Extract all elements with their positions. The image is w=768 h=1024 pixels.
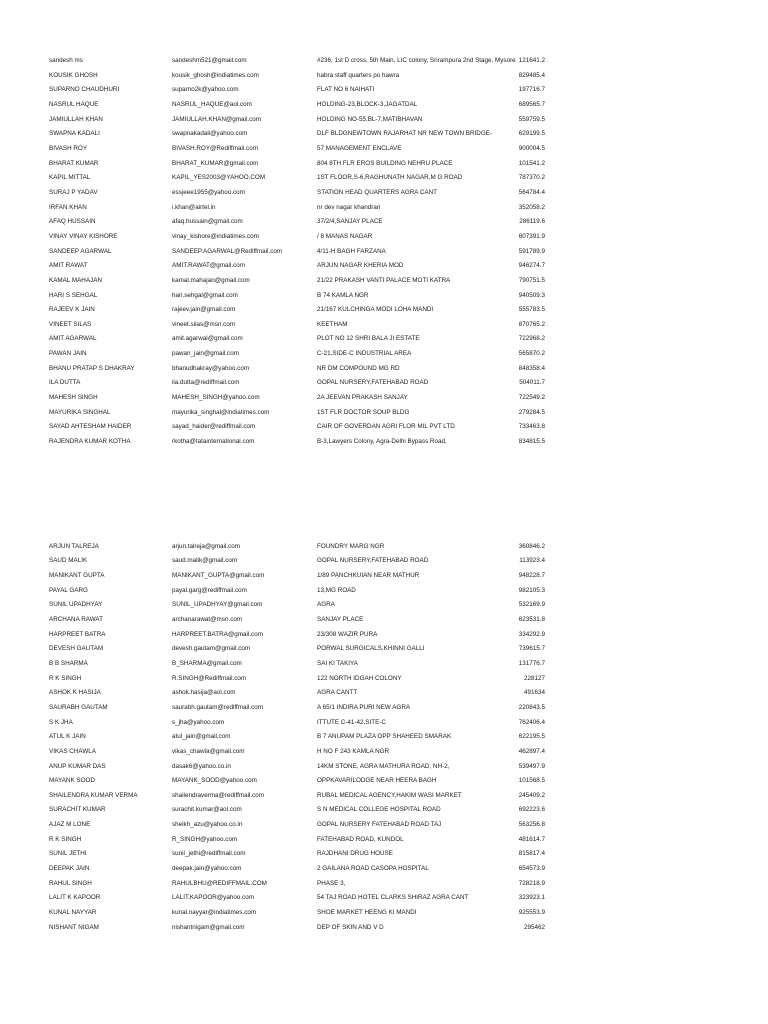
contact-name: AMIT RAWAT xyxy=(49,262,88,270)
contact-address: KEETHAM xyxy=(317,320,348,328)
contact-name: ARJUN TALREJA xyxy=(49,542,99,550)
contact-number: 279284.5 xyxy=(518,408,545,416)
contact-address: GOPAL NURSERY,FATEHABAD ROAD xyxy=(317,379,429,387)
contact-name: SHAILENDRA KUMAR VERMA xyxy=(49,791,138,799)
contact-name: SURAJ P YADAV xyxy=(49,188,98,196)
contact-name: ATUL K JAIN xyxy=(49,733,86,741)
contact-email: rkotha@tatainternational.com xyxy=(172,438,255,446)
table-row xyxy=(0,126,768,141)
contact-address: 804 8TH FLR EROS BUILDING NEHRU PLACE xyxy=(317,159,453,167)
contact-address: B-3,Lawyers Colony, Agra-Delhi Bypass Road, xyxy=(317,438,447,446)
contact-address: NR DM COMPOUND MG RD xyxy=(317,364,400,372)
contact-email: sandeshm521@gmail.com xyxy=(172,57,247,64)
contact-number: 591789.9 xyxy=(518,247,545,255)
table-row xyxy=(0,170,768,185)
contact-email: essjeee1955@yahoo.com xyxy=(172,188,245,196)
contact-name: BIVASH ROY xyxy=(49,144,88,152)
table-row xyxy=(0,433,768,448)
contact-number: 654573.9 xyxy=(518,865,545,873)
contact-email: surachit.kumar@aol.com xyxy=(172,806,242,814)
contact-email: suparno2k@yahoo.com xyxy=(172,86,239,94)
table-row xyxy=(0,228,768,243)
contact-name: PAYAL GARG xyxy=(49,586,88,594)
contact-name: KUNAL NAYYAR xyxy=(49,909,97,917)
table-row xyxy=(0,597,768,612)
contact-address: HOLDING NO-55,BL-7,MATIBHAVAN xyxy=(317,115,423,123)
contact-email: devesh.gautam@gmail.com xyxy=(172,645,251,653)
table-row xyxy=(0,699,768,714)
contact-email: MAHESH_SINGH@yahoo.com xyxy=(172,394,260,402)
contact-email: BIVASH.ROY@Rediffmail.com xyxy=(172,144,258,152)
contact-number: 101568.5 xyxy=(518,777,545,785)
table-row xyxy=(0,389,768,404)
contact-name: BHARAT KUMAR xyxy=(49,159,99,167)
contact-address: S N MEDICAL COLLEGE HOSPITAL ROAD xyxy=(317,806,441,814)
contact-name: KOUSIK GHOSH xyxy=(49,71,98,79)
contact-name: SAUD MALIK xyxy=(49,557,88,565)
contact-email: SANDEEP.AGARWAL@Rediffmail.com xyxy=(172,247,283,255)
contact-address: RAJDHANI DRUG HOUSE xyxy=(317,850,393,858)
contact-address: habra staff quarters po hawra xyxy=(317,71,400,79)
table-row xyxy=(0,184,768,199)
table-row xyxy=(0,316,768,331)
contact-email: saud.malik@gmail.com xyxy=(172,557,238,565)
contact-email: ila.dutta@rediffmail.com xyxy=(172,379,240,387)
contact-name: SUPARNO CHAUDHURI xyxy=(49,86,120,94)
contact-number: 787370.2 xyxy=(518,174,545,182)
table-row xyxy=(0,345,768,360)
contact-email: RAHULBHU@REDIFFMAIL.COM xyxy=(172,879,267,887)
contact-number: 739615.7 xyxy=(518,645,545,653)
table-row xyxy=(0,758,768,773)
table-row xyxy=(0,199,768,214)
contact-address: DLF BLDGNEWTOWN RAJARHAT NR NEW TOWN BRIDGE- xyxy=(317,130,493,138)
contact-name: SUNIL JETHI xyxy=(49,850,87,858)
contact-name: sandesh ms xyxy=(49,57,83,64)
contact-number: 722968.2 xyxy=(518,335,545,343)
contact-address: RUBAL MEDICAL AGENCY,HAKIM WASI MARKET xyxy=(317,791,462,799)
table-row xyxy=(0,111,768,126)
table-row xyxy=(0,831,768,846)
contact-email: saurabh.gautam@rediffmail.com xyxy=(172,703,263,711)
contact-email: dasak6@yahoo.co.in xyxy=(172,762,231,770)
contact-email: afaq.hussain@gmail.com xyxy=(172,218,243,226)
contact-email: R.SINGH@Rediffmail.com xyxy=(172,674,247,682)
table-row xyxy=(0,140,768,155)
contact-number: 295462 xyxy=(523,923,545,931)
contact-email: archanarawat@msn.com xyxy=(172,615,243,623)
contact-email: KAPIL_YES2003@YAHOO.COM xyxy=(172,174,266,182)
contact-email: sunil_jethi@rediffmail.com xyxy=(172,850,246,858)
contact-number: 131776.7 xyxy=(518,659,545,667)
table-row xyxy=(0,611,768,626)
contact-name: HARPREET BATRA xyxy=(49,630,106,638)
contact-name: MANIKANT GUPTA xyxy=(49,571,105,579)
contact-name: ARCHANA RAWAT xyxy=(49,615,103,623)
table-row xyxy=(0,685,768,700)
contact-number: 870765.2 xyxy=(518,320,545,328)
contact-address: H NO F 243 KAMLA NGR xyxy=(317,747,390,755)
contact-number: 481614.7 xyxy=(518,835,545,843)
table-row xyxy=(0,82,768,97)
table-row xyxy=(0,419,768,434)
table-row xyxy=(0,553,768,568)
contact-email: vikas_chawla@gmail.com xyxy=(172,747,245,755)
contact-email: arjun.talreja@gmail.com xyxy=(172,542,240,550)
contact-name: SUNIL UPADHYAY xyxy=(49,601,103,609)
contact-email: pawan_jain@gmail.com xyxy=(172,350,239,358)
contact-address: nr dev nagar khandrari xyxy=(317,203,381,211)
contact-number: 559759.5 xyxy=(518,115,545,123)
contact-name: AMIT AGARWAL xyxy=(49,335,97,343)
contact-number: 532169.9 xyxy=(518,601,545,609)
contact-address: OPPKAVARILODGE NEAR HEERA BAGH xyxy=(317,777,437,785)
contact-address: CAIR OF GOVERDAN AGRI FLOR MIL PVT LTD xyxy=(317,423,455,431)
contact-name: MAYURIKA SINGHAL xyxy=(49,408,111,416)
contact-address: AGRA CANTT xyxy=(317,689,358,697)
contact-email: SUNIL_UPADHYAY@gmail.com xyxy=(172,601,263,609)
table-row xyxy=(0,360,768,375)
contact-address: SANJAY PLACE xyxy=(317,615,364,623)
contact-address: / 8 MANAS NAGAR xyxy=(317,232,373,240)
contact-address: PHASE 3, xyxy=(317,879,346,887)
contact-email: R_SINGH@yahoo.com xyxy=(172,835,238,843)
contact-address: B 7 ANUPAM PLAZA OPP SHAHEED SMARAK xyxy=(317,733,452,741)
contact-number: 834815.5 xyxy=(518,438,545,446)
contact-address: #236, 1st D cross, 5th Main, LIC colony, Srirampura 2nd Stage, Mysore xyxy=(317,57,516,64)
contact-email: JAMIULLAH.KHAN@gmail.com xyxy=(172,115,261,123)
contact-email: NASRUL_HAQUE@aol.com xyxy=(172,100,252,108)
contact-number: 113923.4 xyxy=(519,557,545,565)
contact-name: NASRUL HAQUE xyxy=(49,100,99,108)
contact-email: rajeev.jain@gmail.com xyxy=(172,306,236,314)
contact-name: KAPIL MITTAL xyxy=(49,174,91,182)
contact-email: AMIT.RAWAT@gmail.com xyxy=(172,262,245,270)
contact-name: AJAZ M LONE xyxy=(49,821,91,829)
table-row xyxy=(0,243,768,258)
contact-number: 607391.9 xyxy=(518,232,545,240)
contact-email: nishantnigam@gmail.com xyxy=(172,923,245,931)
contact-address: 2A JEEVAN PRAKASH SANJAY xyxy=(317,394,408,402)
contact-name: PAWAN JAIN xyxy=(49,350,87,358)
contact-email: atul_jain@gmail.com xyxy=(172,733,231,741)
table-row xyxy=(0,846,768,861)
contact-email: BHARAT_KUMAR@gmail.com xyxy=(172,159,259,167)
contact-name: DEVESH GAUTAM xyxy=(49,645,104,653)
contact-name: VIKAS CHAWLA xyxy=(49,747,97,755)
contact-number: 121641.2 xyxy=(518,57,545,64)
contact-number: 228127 xyxy=(523,674,545,682)
contact-email: deepak.jain@yahoo.com xyxy=(172,865,242,873)
contact-number: 334292.9 xyxy=(518,630,545,638)
contact-address: 54 TAJ ROAD HOTEL CLARKS SHIRAZ AGRA CANT xyxy=(317,894,469,902)
contact-name: R K SINGH xyxy=(49,835,82,843)
table-row xyxy=(0,582,768,597)
contact-address: 21/167 KULCHINGA MODI LOHA MANDI xyxy=(317,306,434,314)
contact-email: MAYANK_SOOD@yahoo.com xyxy=(172,777,257,785)
contact-number: 220843.5 xyxy=(518,703,545,711)
table-row xyxy=(0,331,768,346)
contact-email: kousik_ghosh@indiatimes.com xyxy=(172,71,259,79)
contact-number: 815817.4 xyxy=(518,850,545,858)
contact-name: VINEET SILAS xyxy=(49,320,92,328)
contact-address: GOPAL NURSERY FATEHABAD ROAD TAJ xyxy=(317,821,442,829)
contact-email: sayad_haider@rediffmail.com xyxy=(172,423,256,431)
contact-email: i.khan@airtel.in xyxy=(172,203,216,211)
contact-number: 829485.4 xyxy=(518,71,545,79)
contact-address: STATION HEAD QUARTERS AGRA CANT xyxy=(317,188,438,196)
contact-address: ITTUTE C-41-42,SITE-C xyxy=(317,718,386,726)
contact-name: BHANU PRATAP S DHAKRAY xyxy=(49,364,135,372)
contact-number: 197716.7 xyxy=(518,86,545,94)
contact-name: S K JHA xyxy=(49,718,73,726)
contact-number: 564784.4 xyxy=(518,188,545,196)
table-row xyxy=(0,641,768,656)
contact-number: 286119.6 xyxy=(519,218,545,226)
table-row xyxy=(0,96,768,111)
contact-number: 848358.4 xyxy=(518,364,545,372)
contact-name: RAHUL SINGH xyxy=(49,879,92,887)
contact-address: C-21,SIDE-C INDUSTRIAL AREA xyxy=(317,350,412,358)
contact-number: 762406.4 xyxy=(518,718,545,726)
contact-address: 1/89 PANCHKUIAN NEAR MATHUR xyxy=(317,571,420,579)
contact-email: vineet.silas@msn.com xyxy=(172,320,236,328)
table-row xyxy=(0,787,768,802)
contact-address: 57 MANAGEMENT ENCLAVE xyxy=(317,144,402,152)
record-table-2 xyxy=(0,538,768,934)
table-row xyxy=(0,155,768,170)
contact-number: 245409.2 xyxy=(518,791,545,799)
contact-number: 689565.7 xyxy=(518,100,545,108)
contact-number: 722549.2 xyxy=(518,394,545,402)
table-row xyxy=(0,670,768,685)
contact-address: DEP OF SKIN AND V D xyxy=(317,923,384,931)
contact-number: 728218.9 xyxy=(518,879,545,887)
table-row xyxy=(0,890,768,905)
table-row xyxy=(0,272,768,287)
contact-email: bhanudhakray@yahoo.com xyxy=(172,364,250,372)
contact-address: AGRA xyxy=(317,601,335,609)
record-table-1 xyxy=(0,44,768,448)
contact-name: DEEPAK JAIN xyxy=(49,865,90,873)
contact-email: B_SHARMA@gmail.com xyxy=(172,659,242,667)
contact-address: HOLDING-23,BLOCK-3,JAGATDAL xyxy=(317,100,418,108)
contact-name: ANUP KUMAR DAS xyxy=(49,762,106,770)
contact-number: 101541.2 xyxy=(518,159,545,167)
contact-name: RAJEEV K JAIN xyxy=(49,306,95,314)
contact-email: HARPREET.BATRA@gmail.com xyxy=(172,630,263,638)
contact-name: SAURABH GAUTAM xyxy=(49,703,108,711)
contact-number: 360846.2 xyxy=(518,542,545,550)
contact-address: 1ST FLOOR,S-6,RAGHUNATH NAGAR,M G ROAD xyxy=(317,174,463,182)
contact-email: shailendraverma@rediffmail.com xyxy=(172,791,265,799)
contact-address: 23/308 WAZIR PURA xyxy=(317,630,378,638)
contact-number: 982105.3 xyxy=(518,586,545,594)
contact-address: 1ST FLR DOCTOR SOUP BLDG xyxy=(317,408,410,416)
contact-name: B B SHARMA xyxy=(49,659,88,667)
contact-address: 2 GAILANA ROAD CASOPA HOSPITAL xyxy=(317,865,429,873)
contact-name: SAYAD AHTESHAM HAIDER xyxy=(49,423,132,431)
table-row xyxy=(0,44,768,67)
contact-address: 21/22 PRAKASH VANTI PALACE MOTI KATRA xyxy=(317,276,451,284)
contact-number: 491634 xyxy=(523,689,545,697)
contact-email: hari.sehgal@gmail.com xyxy=(172,291,238,299)
contact-number: 623531.8 xyxy=(518,615,545,623)
contact-number: 462897.4 xyxy=(518,747,545,755)
contact-name: SURACHIT KUMAR xyxy=(49,806,106,814)
table-row xyxy=(0,567,768,582)
contact-email: LALIT.KAPOOR@yahoo.com xyxy=(172,894,254,902)
contact-address: FATEHABAD ROAD, KUNDOL xyxy=(317,835,404,843)
contact-name: JAMIULLAH KHAN xyxy=(49,115,103,123)
contact-number: 629199.5 xyxy=(518,130,545,138)
contact-number: 555783.5 xyxy=(518,306,545,314)
contact-number: 622195.5 xyxy=(518,733,545,741)
contact-email: sheikh_azu@yahoo.co.in xyxy=(172,821,243,829)
contact-address: 37/2/4,SANJAY PLACE xyxy=(317,218,383,226)
contact-address: 13,MG ROAD xyxy=(317,586,356,594)
contact-number: 323923.1 xyxy=(518,894,545,902)
contact-name: IRFAN KHAN xyxy=(49,203,87,211)
contact-number: 539497.9 xyxy=(518,762,545,770)
contact-name: RAJENDRA KUMAR KOTHA xyxy=(49,438,131,446)
contact-address: 14KM STONE, AGRA MATHURA ROAD, NH-2, xyxy=(317,762,450,770)
contact-name: VINAY VINAY KISHORE xyxy=(49,232,118,240)
table-row xyxy=(0,860,768,875)
table-row xyxy=(0,714,768,729)
table-row xyxy=(0,287,768,302)
contact-name: HARI S SEHGAL xyxy=(49,291,98,299)
contact-number: 946274.7 xyxy=(518,262,545,270)
contact-number: 940509.3 xyxy=(518,291,545,299)
contact-email: mayurika_singhal@indiatimes.com xyxy=(172,408,270,416)
contact-email: ashok.hasija@aol.com xyxy=(172,689,236,697)
contact-name: SWAPNA KADALI xyxy=(49,130,100,138)
contact-address: A 65/1 INDIRA PURI NEW AGRA xyxy=(317,703,411,711)
contact-email: s_jha@yahoo.com xyxy=(172,718,225,726)
contact-email: amit.agarwal@gmail.com xyxy=(172,335,243,343)
contact-address: PORWAL SURGICALS,KHINNI GALLI xyxy=(317,645,425,653)
contact-address: B 74 KAMLA NGR xyxy=(317,291,369,299)
contact-name: ASHOK K HASIJA xyxy=(49,689,101,697)
contact-name: SANDEEP AGARWAL xyxy=(49,247,112,255)
contact-address: FOUNDRY MARG NGR xyxy=(317,542,385,550)
contact-address: GOPAL NURSERY,FATEHABAD ROAD xyxy=(317,557,429,565)
contact-address: 122 NORTH IDGAH COLONY xyxy=(317,674,402,682)
contact-address: PLOT NO 12 SHRI BALA JI ESTATE xyxy=(317,335,420,343)
contact-name: NISHANT NIGAM xyxy=(49,923,99,931)
table-row xyxy=(0,404,768,419)
table-row xyxy=(0,626,768,641)
contact-email: kunal.nayyar@indiatimes.com xyxy=(172,909,257,917)
table-row xyxy=(0,919,768,934)
contact-number: 925553.9 xyxy=(518,909,545,917)
table-row xyxy=(0,904,768,919)
contact-email: swapnakadali@yahoo.com xyxy=(172,130,248,138)
contact-email: payal.garg@rediffmail.com xyxy=(172,586,247,594)
contact-name: KAMAL MAHAJAN xyxy=(49,276,102,284)
table-row xyxy=(0,729,768,744)
contact-name: LALIT K KAPOOR xyxy=(49,894,101,902)
table-row xyxy=(0,302,768,317)
table-row xyxy=(0,67,768,82)
contact-name: MAHESH SINGH xyxy=(49,394,98,402)
contact-address: ARJUN NAGAR KHERIA MOD xyxy=(317,262,404,270)
contact-name: MAYANK SOOD xyxy=(49,777,95,785)
contact-address: 4/11-H BAGH FARZANA xyxy=(317,247,386,255)
table-row xyxy=(0,375,768,390)
contact-number: 692223.6 xyxy=(518,806,545,814)
contact-email: MANIKANT_GUPTA@gmail.com xyxy=(172,571,265,579)
contact-number: 900004.5 xyxy=(518,144,545,152)
contact-email: kamal.mahajan@gmail.com xyxy=(172,276,250,284)
contact-address: FLAT NO 6 NAIHATI xyxy=(317,86,375,94)
table-row xyxy=(0,214,768,229)
contact-number: 790751.5 xyxy=(518,276,545,284)
contact-number: 563256.8 xyxy=(518,821,545,829)
contact-name: ILA DUTTA xyxy=(49,379,81,387)
contact-address: SAI KI TAKIYA xyxy=(317,659,358,667)
table-row xyxy=(0,538,768,553)
table-row xyxy=(0,743,768,758)
table-row xyxy=(0,802,768,817)
table-row xyxy=(0,655,768,670)
table-row xyxy=(0,773,768,788)
table-row xyxy=(0,875,768,890)
table-row xyxy=(0,258,768,273)
contact-number: 504011.7 xyxy=(519,379,545,387)
contact-name: AFAQ HUSSAIN xyxy=(49,218,96,226)
contact-name: R K SINGH xyxy=(49,674,82,682)
contact-number: 948228.7 xyxy=(518,571,545,579)
contact-number: 733463.8 xyxy=(518,423,545,431)
contact-email: vinay_kishore@indiatimes.com xyxy=(172,232,259,240)
contact-number: 352058.2 xyxy=(518,203,545,211)
contact-address: SHOE MARKET HEENG KI MANDI xyxy=(317,909,417,917)
table-row xyxy=(0,816,768,831)
contact-number: 565870.2 xyxy=(518,350,545,358)
